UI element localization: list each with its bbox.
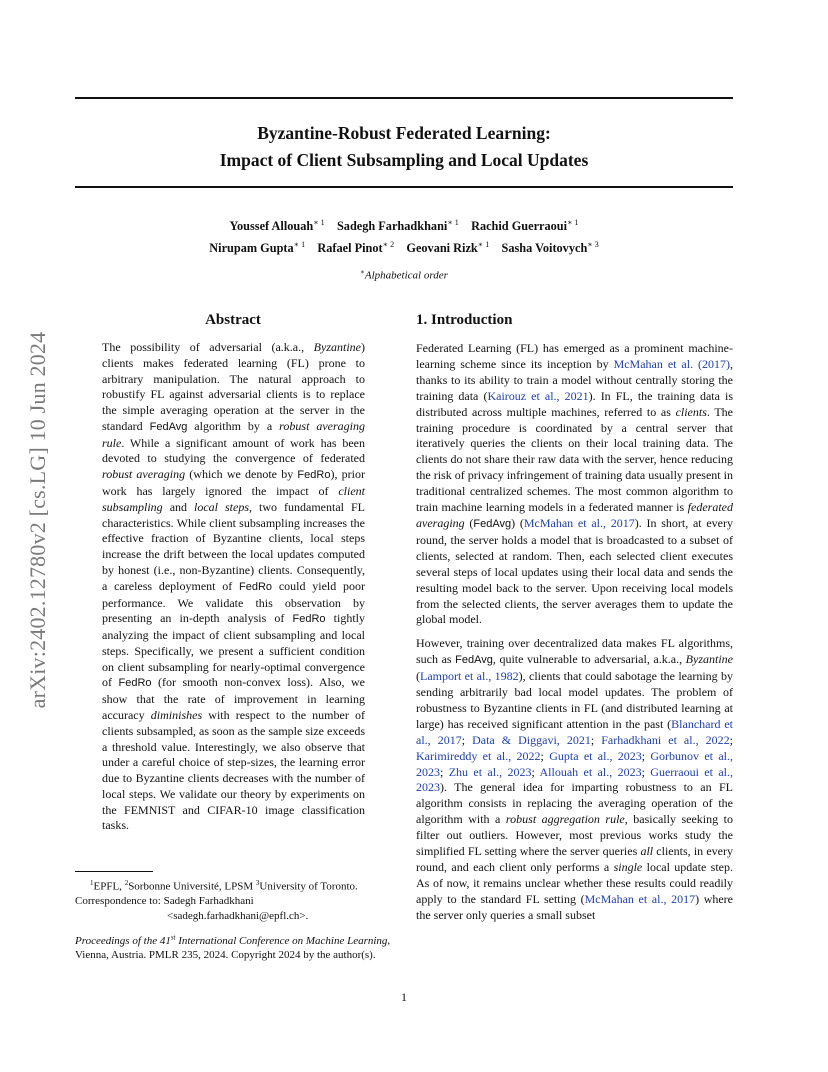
page-number: 1 — [401, 990, 407, 1004]
author-name: Sasha Voitovych — [501, 240, 588, 255]
alphabetical-order-text: Alphabetical order — [364, 269, 448, 282]
correspondence: Correspondence to: Sadegh Farhadkhani — [75, 895, 254, 908]
intro-paragraph-1: Federated Learning (FL) has emerged as a prominent machine-learning scheme since its inception by McMahan et al. (2017), thanks to its ability to train a model without centrally storing the training data (Kairouz et al., 2021). In FL, the training data is distributed across multiple machines, referred to as clients. The training procedure is coordinated by a central server that iteratively queries the clients on their local training data. The clients do not share their raw data with the server, hence reducing the risk of privacy infringement of training data usually present in traditional centralized schemes. The most common algorithm to train machine learning models in a federated manner is federated averaging (FedAvg) (McMahan et al., 2017). In short, at every round, the server holds a model that is broadcasted to a subset of clients, selected at random. Then, each selected client executes several steps of local updates using their local data and sends the resulting model back to the server. Upon receiving local models from the selected clients, the server averages them to update the global model. — [416, 341, 734, 627]
citation-link[interactable]: Kairouz et al., 2021 — [487, 388, 589, 403]
affiliation-footnote — [75, 876, 395, 923]
author-affiliation: ∗ 1 — [567, 218, 579, 227]
citation-link[interactable]: Guerraoui et al., 2023 — [416, 764, 733, 795]
intro-paragraph-2: However, training over decentralized data makes FL algorithms, such as FedAvg, quite vulnerable to adversarial, a.k.a., Byzantine (Lamport et al., 1982), clients that could sabotage the learning by sending arbitrarily bad local model updates. The problem of robustness to Byzantine clients in FL (and distributed learning at large) has received significant attention in the past (Blanchard et al., 2017; Data & Diggavi, 2021; Farhadkhani et al., 2022; Karimireddy et al., 2022; Gupta et al., 2023; Gorbunov et al., 2023; Zhu et al., 2023; Allouah et al., 2023; Guerraoui et al., 2023). The general idea for imparting robustness to an FL algorithm consists in replacing the averaging operation of the algorithm with a robust aggregation rule, basically seeking to filter out outliers. However, most previous works study the simplified FL setting where the server queries all clients, in every round, and each client only performs a single local update step. As of now, it remains unclear whether these results could readily apply to the standard FL setting (McMahan et al., 2017) where the server only queries a small subset — [416, 636, 734, 922]
author-name: Geovani Rizk — [406, 240, 478, 255]
author-affiliation: ∗ 1 — [313, 218, 325, 227]
author-affiliation: ∗ 1 — [447, 218, 459, 227]
author-name: Youssef Allouah — [229, 219, 314, 234]
author-name: Rafael Pinot — [317, 240, 383, 255]
correspondence-email: <sadegh.farhadkhani@epfl.ch>. — [167, 909, 309, 922]
asterisk-mark: ∗ — [360, 268, 365, 276]
alphabetical-order-note — [75, 268, 733, 282]
citation-link[interactable]: Zhu et al., 2023 — [448, 764, 532, 779]
paper-title — [75, 120, 733, 174]
top-rule — [75, 97, 733, 99]
author-name: Rachid Guerraoui — [471, 219, 568, 234]
citation-link[interactable]: McMahan et al. (2017) — [613, 356, 730, 371]
proceedings-note: Proceedings of the 41st International Conference on Machine Learning, Vienna, Austria. PMLR 235, 2024. Copyright 2024 by the author(s). — [75, 933, 391, 962]
arxiv-identifier: arXiv:2402.12780v2 [cs.LG] 10 Jun 2024 — [25, 331, 50, 709]
citation-link[interactable]: McMahan et al., 2017 — [523, 515, 635, 530]
citation-link[interactable]: Allouah et al., 2023 — [539, 764, 642, 779]
citation-link[interactable]: Gorbunov et al., 2023 — [416, 748, 733, 779]
citation-link[interactable]: McMahan et al., 2017 — [584, 891, 696, 906]
citation-link[interactable]: Farhadkhani et al., 2022 — [601, 732, 730, 747]
citation-link[interactable]: Blanchard et al., 2017 — [416, 716, 733, 747]
citation-link[interactable]: Karimireddy et al., 2022 — [416, 748, 541, 763]
author-affiliation: ∗ 2 — [382, 239, 395, 249]
author-affiliation: ∗ 1 — [477, 239, 490, 249]
affiliations: $^1$EPFL, $^2$Sorbonne Université, LPSM $^3$University of Toronto. — [90, 879, 358, 893]
citation-link[interactable]: Lamport et al., 1982 — [420, 669, 519, 684]
citation-link[interactable]: Gupta et al., 2023 — [549, 748, 642, 763]
title-line-2: Impact of Client Subsampling and Local Updates — [219, 150, 589, 170]
author-line-1 — [75, 214, 733, 236]
abstract-heading: Abstract — [205, 312, 261, 328]
citation-link[interactable]: Data & Diggavi, 2021 — [472, 732, 591, 747]
abstract-body: The possibility of adversarial (a.k.a., Byzantine) clients makes federated learning (FL) prone to arbitrary manipulation. The natural approach to robustify FL against adversarial clients is to replace the simple averaging operation at the server in the standard FedAvg algorithm by a robust averaging rule. While a significant amount of work has been devoted to studying the convergence of federated robust averaging (which we denote by FedRo), prior work has largely ignored the impact of client subsampling and local steps, two fundamental FL characteristics. While client subsampling increases the effective fraction of Byzantine clients, local steps increase the drift between the local updates computed by honest (i.e., non-Byzantine) clients. Consequently, a careless deployment of FedRo could yield poor performance. We validate this observation by presenting an in-depth analysis of FedRo tightly analyzing the impact of client subsampling and local steps. Specifically, we present a sufficient condition on client subsampling for nearly-optimal convergence of FedRo (for smooth non-convex loss). Also, we show that the rate of improvement in learning accuracy diminishes with respect to the number of clients subsampled, as soon as the sample size exceeds a threshold value. Interestingly, we also observe that under a careful choice of step-sizes, the learning error due to Byzantine clients decreases with the number of local steps. We validate our theory by experiments on the FEMNIST and CIFAR-10 image classification tasks. — [102, 340, 366, 833]
author-list — [75, 214, 733, 257]
introduction-body — [416, 341, 733, 924]
title-line-1: Byzantine-Robust Federated Learning: — [257, 123, 551, 143]
introduction-heading: 1. Introduction — [416, 312, 513, 328]
author-line-2 — [75, 236, 733, 258]
author-affiliation: ∗ 1 — [293, 239, 306, 249]
footnote-rule — [75, 871, 153, 872]
author-name: Sadegh Farhadkhani — [336, 219, 448, 234]
author-name: Nirupam Gupta — [209, 240, 294, 255]
title-bottom-rule — [75, 186, 733, 188]
author-affiliation: ∗ 3 — [587, 239, 599, 249]
